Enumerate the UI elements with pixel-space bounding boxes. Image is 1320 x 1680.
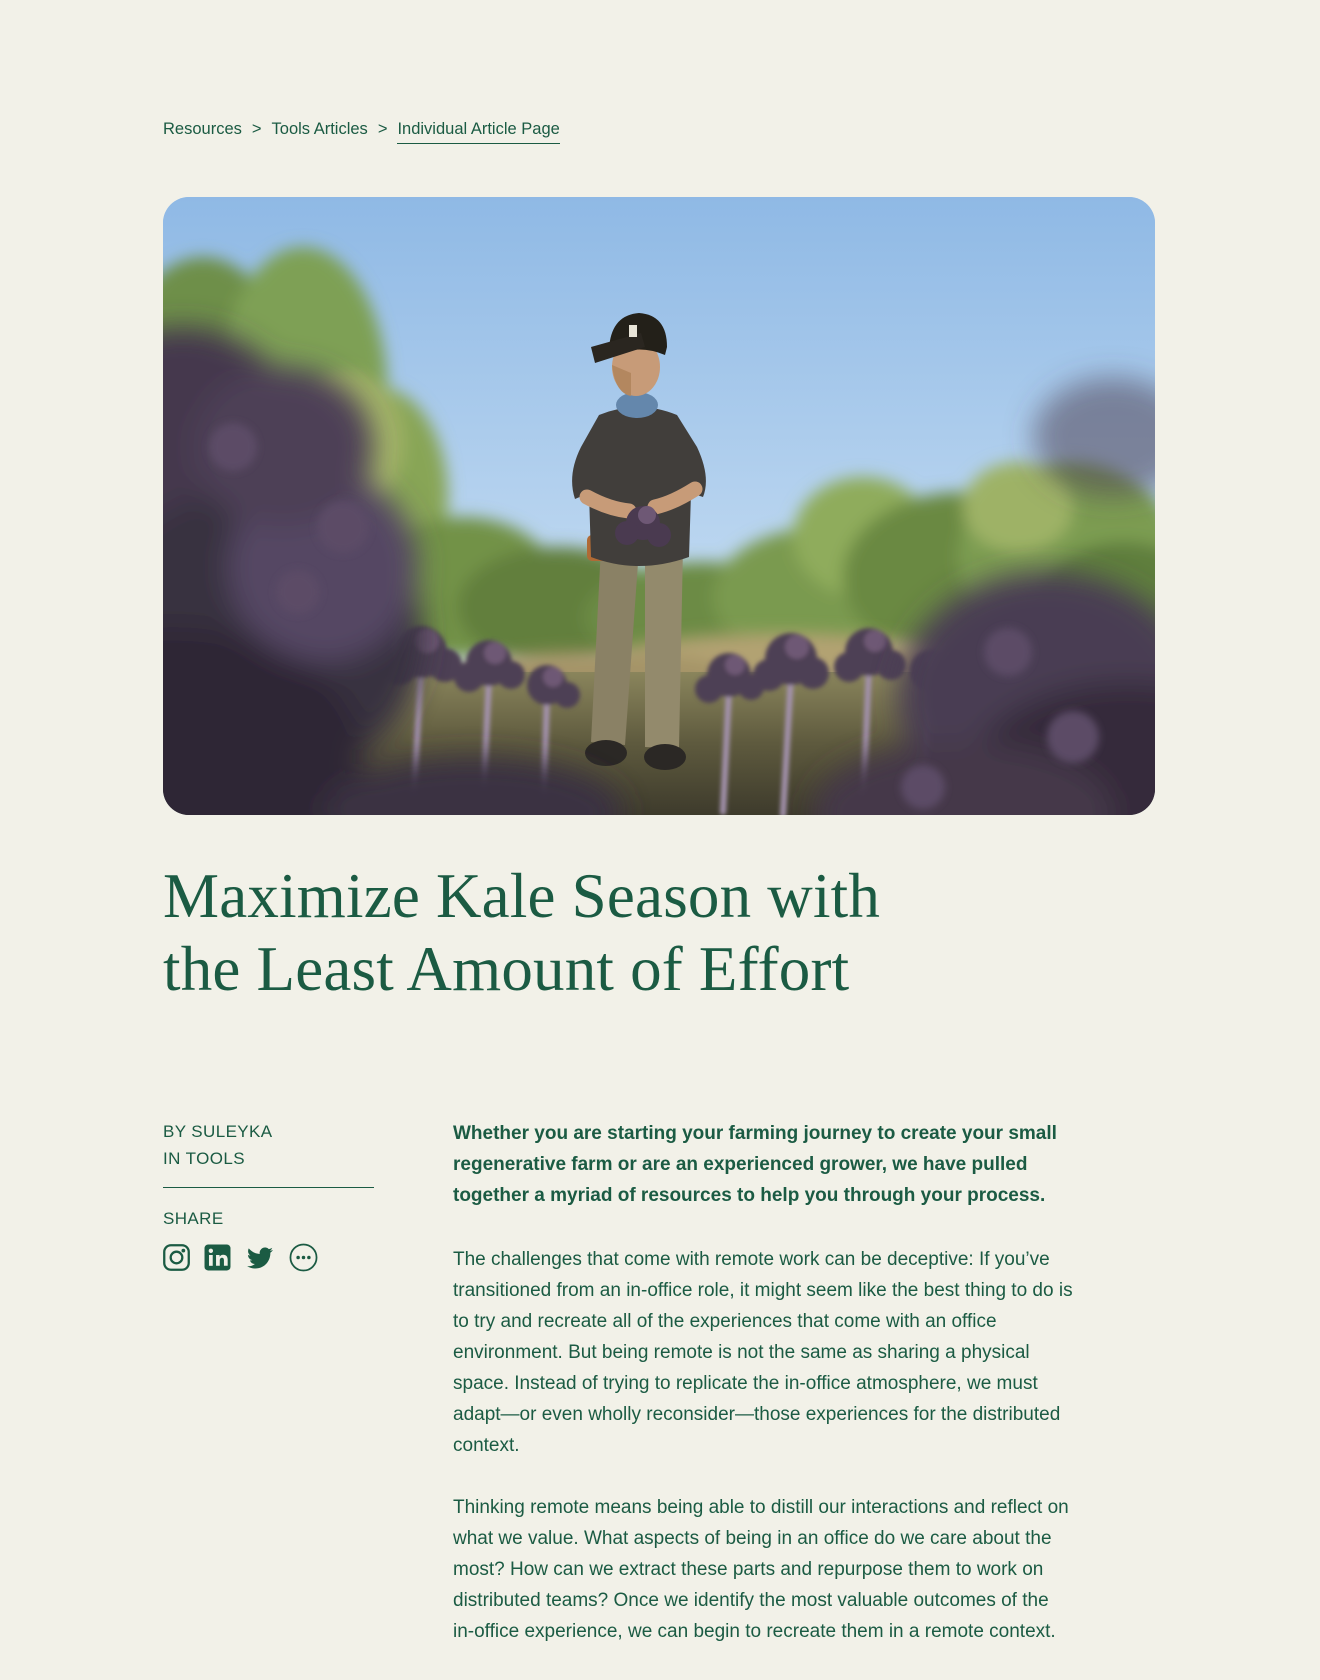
article-content — [163, 1118, 1157, 1678]
breadcrumb-tools-articles[interactable]: Tools Articles — [271, 120, 368, 138]
article-title-line2: the Least Amount of Effort — [163, 934, 850, 1004]
byline — [163, 1118, 453, 1172]
linkedin-icon — [204, 1244, 231, 1271]
share-twitter-button[interactable] — [245, 1245, 275, 1271]
article-body — [453, 1118, 1073, 1678]
twitter-icon — [245, 1245, 275, 1271]
breadcrumb-separator: > — [251, 120, 262, 138]
body-paragraph-2: Thinking remote means being able to distill our interactions and reflect on what we value. What aspects of being in an office do we care about the most? How can we extract these parts and repurpose them to work on distributed teams? Once we identify the most valuable outcomes of the in-office experience, we can begin to recreate them in a remote context. — [453, 1497, 1069, 1642]
share-linkedin-button[interactable] — [204, 1244, 231, 1271]
lead-paragraph: Whether you are starting your farming journey to create your small regenerative farm or are an experienced grower, we have pulled together a myriad of resources to help you through your process. — [453, 1123, 1057, 1206]
breadcrumb-current-page[interactable]: Individual Article Page — [397, 120, 559, 144]
breadcrumb-resources[interactable]: Resources — [163, 120, 242, 138]
breadcrumb — [163, 120, 1157, 144]
share-more-button[interactable] — [289, 1243, 318, 1272]
byline-category: IN TOOLS — [163, 1149, 245, 1168]
share-buttons — [163, 1243, 453, 1272]
share-instagram-button[interactable] — [163, 1244, 190, 1271]
body-paragraph-1: The challenges that come with remote work can be deceptive: If you’ve transitioned from an in-office role, it might seem like the best thing to do is to try and recreate all of the experiences that come with an office environment. But being remote is not the same as sharing a physical space. Instead of trying to replicate the in-office atmosphere, we must adapt—or even wholly reconsider—those experiences for the distributed context. — [453, 1249, 1073, 1456]
breadcrumb-separator: > — [377, 120, 388, 138]
meta-divider — [163, 1187, 374, 1188]
article-meta — [163, 1118, 453, 1678]
more-icon — [289, 1243, 318, 1272]
article-title-line1: Maximize Kale Season with — [163, 861, 881, 931]
share-label: SHARE — [163, 1209, 224, 1228]
kale-field-photo-illustration — [163, 197, 1155, 815]
hero-image — [163, 197, 1155, 815]
article-title — [163, 860, 1063, 1006]
byline-author: BY SULEYKA — [163, 1122, 273, 1141]
instagram-icon — [163, 1244, 190, 1271]
